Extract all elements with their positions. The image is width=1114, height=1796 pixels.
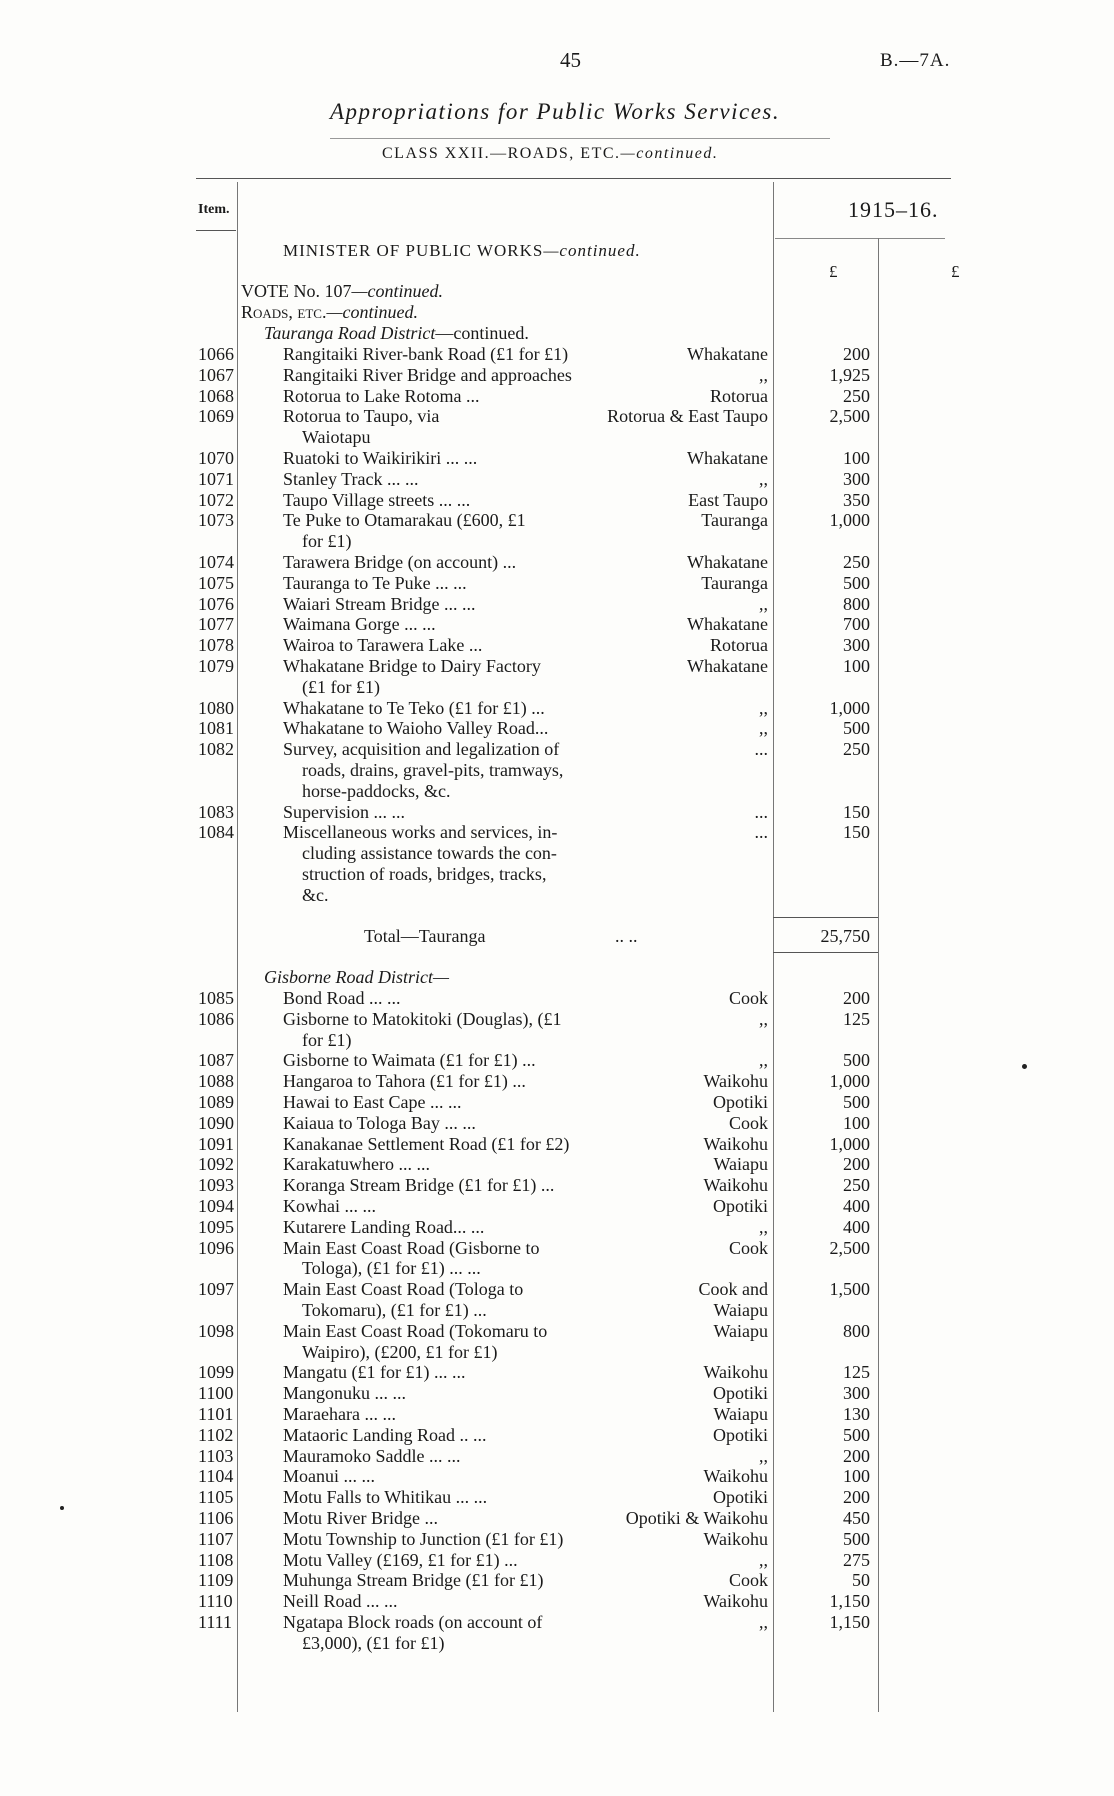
item-number: 1082 <box>198 739 234 760</box>
item-number: 1096 <box>198 1237 234 1258</box>
table-row <box>0 1591 1114 1612</box>
electoral-district: Whakatane <box>687 448 768 468</box>
table-row <box>0 1175 1114 1196</box>
amount: 1,000 <box>829 697 870 718</box>
amount: 2,500 <box>829 1237 870 1258</box>
amount: 125 <box>843 1362 870 1383</box>
table-row <box>0 1134 1114 1155</box>
roads-continued: —continued. <box>326 302 418 322</box>
item-description: Stanley Track ... ... <box>283 468 419 489</box>
amount: 300 <box>843 1383 870 1404</box>
item-number: 1109 <box>198 1570 234 1591</box>
table-row <box>0 594 1114 615</box>
electoral-district: Cook <box>728 1112 768 1133</box>
amount: 200 <box>843 1154 870 1175</box>
item-description: Kutarere Landing Road... ... <box>283 1216 485 1237</box>
electoral-district: Whakatane <box>687 344 768 364</box>
item-number: 1093 <box>198 1175 234 1196</box>
amount: 200 <box>843 1487 870 1508</box>
item-column-header: Item. <box>198 202 230 217</box>
amount: 1,150 <box>829 1612 870 1632</box>
item-number: 1088 <box>198 1071 234 1092</box>
electoral-district: East Taupo <box>688 489 768 510</box>
electoral-district: Opotiki <box>712 1383 768 1404</box>
total-label: Total—Tauranga <box>364 926 486 946</box>
electoral-district: ,, <box>759 593 768 614</box>
item-number: 1101 <box>198 1404 234 1424</box>
item-number: 1067 <box>198 364 234 385</box>
table-row <box>0 469 1114 490</box>
item-number: 1077 <box>198 614 234 635</box>
item-description: for £1) <box>302 1029 352 1050</box>
electoral-district: ,, <box>759 1008 768 1029</box>
total-amount: 25,750 <box>820 926 870 946</box>
electoral-district: Rotorua & East Taupo <box>607 406 768 427</box>
rule-item-col <box>196 230 236 231</box>
item-description: Mangonuku ... ... <box>283 1383 406 1404</box>
table-row <box>0 1446 1114 1467</box>
item-number: 1108 <box>198 1549 234 1570</box>
item-number: 1081 <box>198 718 234 739</box>
item-description: Ruatoki to Waikirikiri ... ... <box>283 448 478 468</box>
table-row <box>0 1050 1114 1071</box>
amount: 100 <box>843 1466 870 1487</box>
item-description: for £1) <box>302 531 352 552</box>
table-row <box>0 802 1114 823</box>
item-description: Mauramoko Saddle ... ... <box>283 1445 461 1466</box>
electoral-district: Waiapu <box>713 1320 768 1341</box>
district-continued: —continued. <box>435 323 529 343</box>
electoral-district: Opotiki <box>712 1092 768 1112</box>
print-speck <box>1022 1064 1027 1069</box>
table-row <box>0 1154 1114 1175</box>
item-description: Supervision ... ... <box>283 801 406 822</box>
electoral-district: Rotorua <box>710 385 768 406</box>
table-row <box>0 1113 1114 1134</box>
electoral-district: Cook <box>728 1237 768 1258</box>
table-row <box>0 822 1114 905</box>
table-row <box>0 1404 1114 1425</box>
item-number: 1090 <box>198 1112 234 1133</box>
item-number: 1076 <box>198 593 234 614</box>
item-description: Rangitaiki River Bridge and approaches <box>283 364 572 385</box>
electoral-district: ... <box>754 739 768 760</box>
electoral-district: Waiapu <box>713 1404 768 1424</box>
electoral-district: Tauranga <box>701 572 768 593</box>
electoral-district: ... <box>754 822 768 843</box>
table-row <box>0 406 1114 448</box>
page-title: Appropriations for Public Works Services. <box>330 99 781 124</box>
electoral-district: ,, <box>759 468 768 489</box>
amount: 500 <box>843 1528 870 1549</box>
total-dots: .. .. <box>615 926 638 946</box>
item-description: Waiari Stream Bridge ... ... <box>283 593 476 614</box>
gisborne-heading: Gisborne Road District— <box>264 967 450 987</box>
item-number: 1095 <box>198 1216 234 1237</box>
amount: 250 <box>843 739 870 760</box>
table-row <box>0 1570 1114 1591</box>
item-description: Kanakanae Settlement Road (£1 for £2) <box>283 1133 570 1154</box>
item-number: 1094 <box>198 1196 234 1216</box>
vote-text: VOTE No. 107 <box>241 281 352 301</box>
amount: 350 <box>843 489 870 510</box>
table-row <box>0 552 1114 573</box>
table-row <box>0 1425 1114 1446</box>
electoral-district: Cook and <box>698 1279 768 1300</box>
item-description: Kaiaua to Tologa Bay ... ... <box>283 1112 476 1133</box>
item-description: Whakatane Bridge to Dairy Factory <box>283 656 541 676</box>
item-number: 1091 <box>198 1133 234 1154</box>
item-description: Main East Coast Road (Tokomaru to <box>283 1320 548 1341</box>
electoral-district: Waikohu <box>703 1591 768 1612</box>
amount: 800 <box>843 1320 870 1341</box>
pound-unit-1: £ <box>829 262 838 281</box>
table-row <box>0 1217 1114 1238</box>
roads-heading <box>241 302 418 323</box>
amount: 130 <box>843 1404 870 1424</box>
table-row <box>0 656 1114 698</box>
amount: 200 <box>843 344 870 364</box>
item-number: 1068 <box>198 385 234 406</box>
item-description: Miscellaneous works and services, in- <box>283 822 558 843</box>
table-row <box>0 739 1114 801</box>
rule-year-under <box>775 238 945 239</box>
table-row <box>0 1092 1114 1113</box>
rule-header-top <box>196 178 951 179</box>
electoral-district: ,, <box>759 364 768 385</box>
electoral-district: Cook <box>728 1570 768 1591</box>
table-row <box>0 698 1114 719</box>
electoral-district: ,, <box>759 1050 768 1071</box>
item-number: 1092 <box>198 1154 234 1175</box>
amount: 125 <box>843 1008 870 1029</box>
item-description: horse-paddocks, &c. <box>302 780 451 801</box>
table-row <box>0 1466 1114 1487</box>
vote-heading <box>241 281 443 302</box>
item-description: Mataoric Landing Road .. ... <box>283 1424 487 1445</box>
item-description: cluding assistance towards the con- <box>302 843 557 864</box>
table-row <box>0 1321 1114 1363</box>
amount: 500 <box>843 1424 870 1445</box>
electoral-district: Cook <box>728 988 768 1008</box>
electoral-district: Rotorua <box>710 635 768 656</box>
table-row <box>0 573 1114 594</box>
electoral-district: Waikohu <box>703 1528 768 1549</box>
class-heading <box>382 145 718 163</box>
electoral-district: ,, <box>759 1549 768 1570</box>
electoral-district: ,, <box>759 697 768 718</box>
year-column-header: 1915–16. <box>848 197 939 222</box>
electoral-district: Waikohu <box>703 1071 768 1092</box>
class-heading-text: CLASS XXII.—ROADS, ETC. <box>382 145 621 162</box>
electoral-district: Opotiki <box>712 1196 768 1216</box>
item-number: 1110 <box>198 1591 233 1612</box>
amount: 400 <box>843 1216 870 1237</box>
electoral-district: Opotiki <box>712 1487 768 1508</box>
electoral-district: ,, <box>759 1216 768 1237</box>
item-number: 1070 <box>198 448 234 468</box>
electoral-district: ,, <box>759 1445 768 1466</box>
item-description: Motu River Bridge ... <box>283 1508 438 1528</box>
item-description: Motu Township to Junction (£1 for £1) <box>283 1528 564 1549</box>
electoral-district: Waikohu <box>703 1466 768 1487</box>
amount: 250 <box>843 1175 870 1196</box>
item-number: 1103 <box>198 1445 234 1466</box>
amount: 1,000 <box>829 1133 870 1154</box>
minister-text: MINISTER OF PUBLIC WORKS <box>283 241 544 260</box>
amount: 250 <box>843 385 870 406</box>
item-description: Ngatapa Block roads (on account of <box>283 1612 543 1632</box>
table-row <box>0 1383 1114 1404</box>
item-number: 1080 <box>198 697 234 718</box>
amount: 700 <box>843 614 870 635</box>
table-row <box>0 1238 1114 1280</box>
amount: 50 <box>852 1570 870 1591</box>
item-description: Koranga Stream Bridge (£1 for £1) ... <box>283 1175 555 1196</box>
amount: 1,925 <box>829 364 870 385</box>
amount: 400 <box>843 1196 870 1216</box>
electoral-district: Tauranga <box>701 510 768 531</box>
electoral-district: Whakatane <box>687 656 768 676</box>
item-description: Main East Coast Road (Tologa to <box>283 1279 524 1300</box>
total-rule-bottom <box>773 952 878 953</box>
item-number: 1079 <box>198 656 234 676</box>
class-heading-continued: —continued. <box>620 145 719 162</box>
electoral-district: Waikohu <box>703 1133 768 1154</box>
item-number: 1066 <box>198 344 234 364</box>
item-description: roads, drains, gravel-pits, tramways, <box>302 759 564 780</box>
electoral-district: ,, <box>759 718 768 739</box>
item-number: 1089 <box>198 1092 234 1112</box>
item-number: 1074 <box>198 552 234 572</box>
item-description: Rangitaiki River-bank Road (£1 for £1) <box>283 344 569 364</box>
amount: 450 <box>843 1508 870 1528</box>
item-number: 1098 <box>198 1320 234 1341</box>
amount: 500 <box>843 718 870 739</box>
item-number: 1073 <box>198 510 234 531</box>
item-description: Gisborne to Waimata (£1 for £1) ... <box>283 1050 536 1071</box>
item-description: Taupo Village streets ... ... <box>283 489 471 510</box>
table-row <box>0 386 1114 407</box>
amount: 275 <box>843 1549 870 1570</box>
item-number: 1104 <box>198 1466 234 1487</box>
item-description: (£1 for £1) <box>302 676 380 697</box>
electoral-district: ... <box>754 801 768 822</box>
table-row <box>0 1071 1114 1092</box>
item-description: Tokomaru), (£1 for £1) ... <box>302 1299 487 1320</box>
table-row <box>0 1009 1114 1051</box>
electoral-district: Waikohu <box>703 1175 768 1196</box>
item-description: Motu Valley (£169, £1 for £1) ... <box>283 1549 518 1570</box>
item-description: Kowhai ... ... <box>283 1196 376 1216</box>
total-rule-top <box>773 917 878 918</box>
amount: 200 <box>843 1445 870 1466</box>
item-description: Maraehara ... ... <box>283 1404 396 1424</box>
page-number: 45 <box>560 48 581 72</box>
item-description: struction of roads, bridges, tracks, <box>302 863 547 884</box>
item-description: Moanui ... ... <box>283 1466 375 1487</box>
electoral-district: ,, <box>759 1612 768 1632</box>
electoral-district: Whakatane <box>687 552 768 572</box>
item-description: Karakatuwhero ... ... <box>283 1154 430 1175</box>
item-description: Waipiro), (£200, £1 for £1) <box>302 1341 498 1362</box>
table-row <box>0 510 1114 552</box>
table-row <box>0 1362 1114 1383</box>
item-description: Mangatu (£1 for £1) ... ... <box>283 1362 466 1383</box>
electoral-district: Waiapu <box>713 1299 768 1320</box>
table-row <box>0 1196 1114 1217</box>
item-number: 1086 <box>198 1008 234 1029</box>
table-row <box>0 1279 1114 1321</box>
item-number: 1083 <box>198 801 234 822</box>
item-description: Neill Road ... ... <box>283 1591 398 1612</box>
item-description: Rotorua to Lake Rotoma ... <box>283 385 480 406</box>
amount: 200 <box>843 988 870 1008</box>
item-description: Gisborne to Matokitoki (Douglas), (£1 <box>283 1008 562 1029</box>
table-row <box>0 448 1114 469</box>
table-row <box>0 1550 1114 1571</box>
amount: 500 <box>843 1092 870 1112</box>
item-description: Bond Road ... ... <box>283 988 401 1008</box>
amount: 100 <box>843 448 870 468</box>
item-number: 1087 <box>198 1050 234 1071</box>
item-description: Whakatane to Waioho Valley Road... <box>283 718 549 739</box>
electoral-district: Whakatane <box>687 614 768 635</box>
item-number: 1107 <box>198 1528 234 1549</box>
electoral-district: Waikohu <box>703 1362 768 1383</box>
amount: 1,000 <box>829 1071 870 1092</box>
table-row <box>0 1487 1114 1508</box>
item-description: £3,000), (£1 for £1) <box>302 1632 445 1653</box>
pound-unit-2: £ <box>951 262 960 281</box>
item-description: Waiotapu <box>302 427 371 448</box>
minister-continued: —continued. <box>543 241 641 260</box>
amount: 250 <box>843 552 870 572</box>
item-number: 1102 <box>198 1424 234 1445</box>
table-row <box>0 1508 1114 1529</box>
table-row <box>0 365 1114 386</box>
item-number: 1100 <box>198 1383 234 1404</box>
vote-continued: —continued. <box>351 281 443 301</box>
electoral-district: Opotiki <box>712 1424 768 1445</box>
item-description: Hawai to East Cape ... ... <box>283 1092 462 1112</box>
item-description: Tauranga to Te Puke ... ... <box>283 572 467 593</box>
minister-heading <box>283 241 641 261</box>
table-row <box>0 718 1114 739</box>
item-description: Rotorua to Taupo, via <box>283 406 440 427</box>
item-number: 1111 <box>198 1612 232 1632</box>
table-row <box>0 490 1114 511</box>
amount: 100 <box>843 1112 870 1133</box>
amount: 500 <box>843 572 870 593</box>
amount: 300 <box>843 635 870 656</box>
table-row <box>0 344 1114 365</box>
item-description: Hangaroa to Tahora (£1 for £1) ... <box>283 1071 526 1092</box>
amount: 1,000 <box>829 510 870 531</box>
item-number: 1075 <box>198 572 234 593</box>
item-description: Main East Coast Road (Gisborne to <box>283 1237 540 1258</box>
item-number: 1105 <box>198 1487 234 1508</box>
item-description: &c. <box>302 884 329 905</box>
item-number: 1072 <box>198 489 234 510</box>
item-number: 1097 <box>198 1279 234 1300</box>
item-description: Whakatane to Te Teko (£1 for £1) ... <box>283 697 545 718</box>
item-description: Tologa), (£1 for £1) ... ... <box>302 1258 481 1279</box>
amount: 100 <box>843 656 870 676</box>
item-number: 1071 <box>198 468 234 489</box>
electoral-district: Opotiki & Waikohu <box>625 1508 768 1528</box>
item-description: Survey, acquisition and legalization of <box>283 739 560 760</box>
table-row <box>0 988 1114 1009</box>
roads-text: Roads, etc. <box>241 302 327 322</box>
district-heading <box>264 323 529 344</box>
amount: 150 <box>843 801 870 822</box>
table-row <box>0 1529 1114 1550</box>
item-description: Waimana Gorge ... ... <box>283 614 436 635</box>
item-number: 1099 <box>198 1362 234 1383</box>
item-description: Te Puke to Otamarakau (£600, £1 <box>283 510 526 531</box>
item-number: 1084 <box>198 822 234 843</box>
table-row <box>0 614 1114 635</box>
amount: 500 <box>843 1050 870 1071</box>
item-number: 1078 <box>198 635 234 656</box>
item-number: 1085 <box>198 988 234 1008</box>
district-text: Tauranga Road District <box>264 323 436 343</box>
electoral-district: Waiapu <box>713 1154 768 1175</box>
item-description: Wairoa to Tarawera Lake ... <box>283 635 483 656</box>
amount: 1,500 <box>829 1279 870 1300</box>
table-row <box>0 635 1114 656</box>
print-speck <box>60 1506 64 1510</box>
table-row <box>0 1612 1114 1654</box>
item-description: Motu Falls to Whitikau ... ... <box>283 1487 488 1508</box>
amount: 800 <box>843 593 870 614</box>
amount: 2,500 <box>829 406 870 427</box>
amount: 150 <box>843 822 870 843</box>
parliamentary-reference: B.—7A. <box>880 50 951 71</box>
item-number: 1106 <box>198 1508 234 1528</box>
rule-under-title <box>330 138 830 139</box>
item-description: Muhunga Stream Bridge (£1 for £1) <box>283 1570 544 1591</box>
amount: 300 <box>843 468 870 489</box>
item-description: Tarawera Bridge (on account) ... <box>283 552 517 572</box>
item-number: 1069 <box>198 406 234 427</box>
amount: 1,150 <box>829 1591 870 1612</box>
